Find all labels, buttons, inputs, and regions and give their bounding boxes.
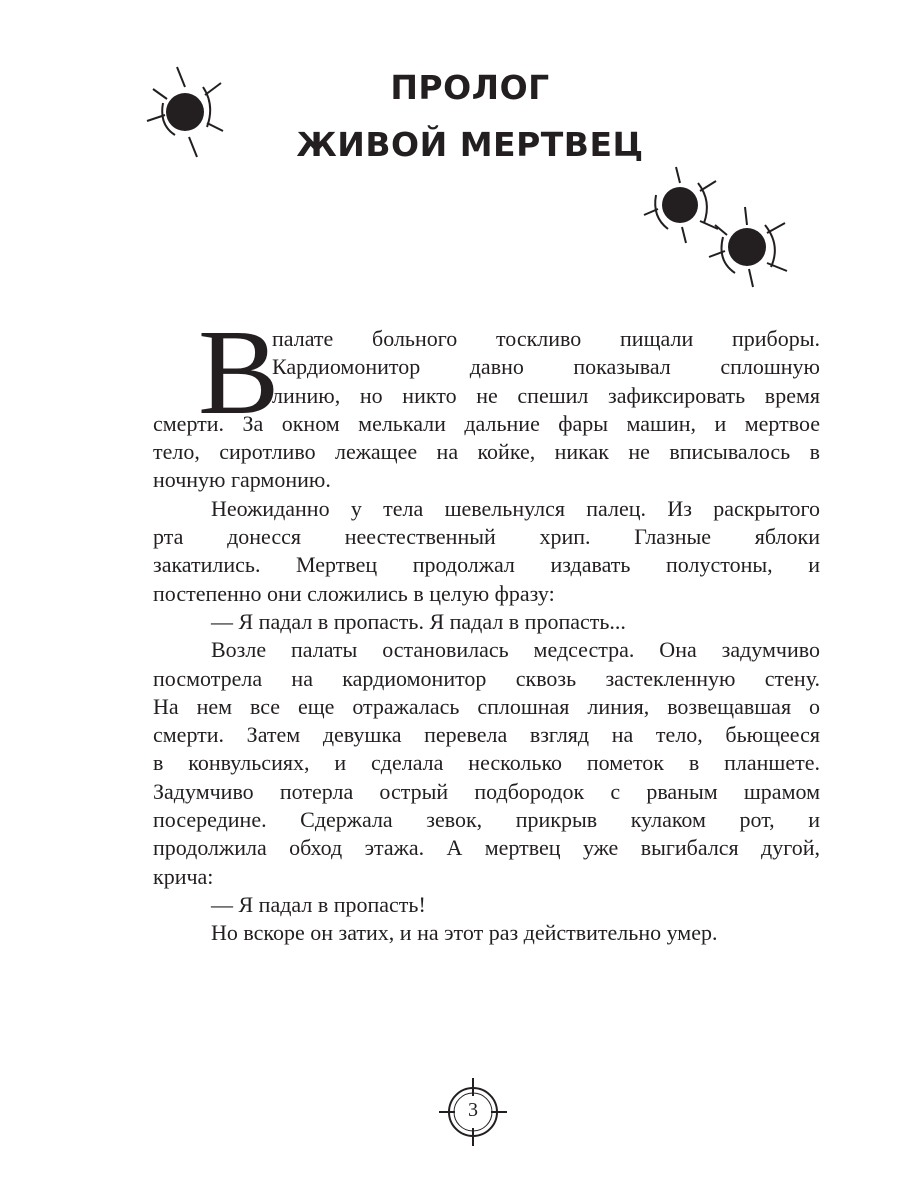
text-line: — Я падал в пропасть. Я падал в пропасть... [211,608,626,634]
chapter-title: ЖИВОЙ МЕРТВЕЦ [296,125,644,164]
text-line: палате больного тоскливо пищали приборы. [272,326,820,351]
drop-cap: В [198,305,280,440]
text-line: Кардиомонитор давно показывал сплошную [272,354,820,380]
text-line: продолжила обход этажа. А мертвец уже выгибался дугой, [153,835,820,861]
text-line: рта донесся неестественный хрип. Глазные яблоки [153,524,820,550]
bullet-hole-icon [145,65,225,160]
chapter-body [153,325,820,948]
text-line: постепенно они сложились в целую фразу: [153,580,555,606]
text-line: Неожиданно у тела шевельнулся палец. Из раскрытого [211,495,820,521]
text-line: посмотрела на кардиомонитор сквозь застекленную стену. [153,665,820,691]
text-line: смерти. Затем девушка перевела взгляд на тело, бьющееся [153,722,820,748]
bullet-hole-icon [705,205,790,290]
chapter-label: ПРОЛОГ [390,68,550,107]
text-line: в конвульсиях, и сделала несколько пометок в планшете. [153,750,820,776]
text-line: линию, но никто не спешил зафиксировать время [272,382,820,408]
text-line: закатились. Мертвец продолжал издавать полустоны, и [153,552,820,578]
text-line: — Я падал в пропасть! [211,891,426,917]
text-line: Но вскоре он затих, и на этот раз действительно умер. [211,920,718,946]
page-number: 3 [468,1099,478,1121]
text-line: ночную гармонию. [153,467,331,493]
text-line: крича: [153,863,214,889]
text-line: посередине. Сдержала зевок, прикрыв кулаком рот, и [153,807,820,833]
text-line: Задумчиво потерла острый подбородок с рваным шрамом [153,778,820,804]
page-number-badge [437,1076,509,1148]
text-line: На нем все еще отражалась сплошная линия, возвещавшая о [153,693,820,719]
text-line: смерти. За окном мелькали дальние фары машин, и мертвое [153,410,820,436]
text-line: Возле палаты остановилась медсестра. Она задумчиво [211,637,820,663]
text-line: тело, сиротливо лежащее на койке, никак не вписывалось в [153,439,820,465]
